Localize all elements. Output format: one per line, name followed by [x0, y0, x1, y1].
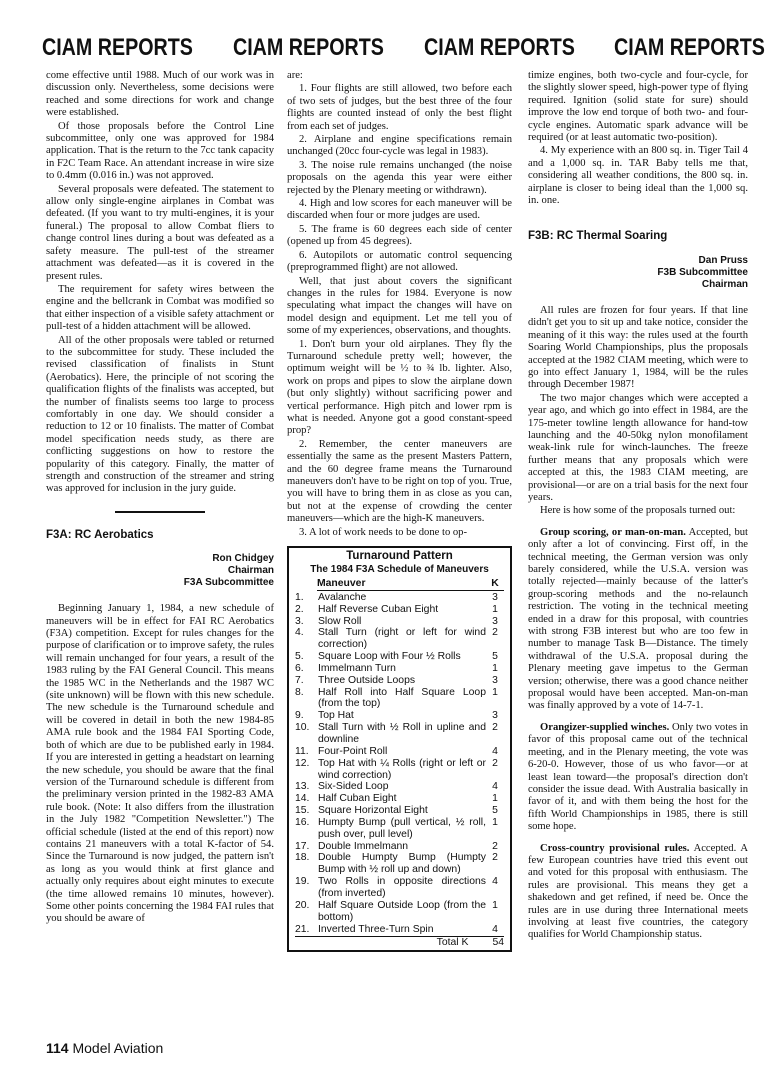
- row-number: 14.: [295, 793, 310, 805]
- paragraph: timize engines, both two-cycle and four-cycle, for the slightly slower speed, high-power type of flying required. Ignition (solid state for sure) should improve the low end torque of both two- and four-cycle engines. Automatic spark advance will be required (or at least automatic two-position).: [528, 70, 748, 144]
- row-maneuver: Inverted Three-Turn Spin: [318, 923, 434, 935]
- table-total: [295, 936, 504, 950]
- paragraph: come effective until 1988. Much of our work was in discussion only. Nevertheless, some decisions were reached and some directions for work and change were established.: [46, 70, 274, 119]
- table-row: [295, 900, 504, 924]
- paragraph: 2. Remember, the center maneuvers are essentially the same as the present Masters Pattern, and the 60 degree frame means the Turnaround maneuvers don't have to be right on top of you. True, you will have to bring them in as close as you can, but not at the expense of crowding the center maneuvers—which are the high-K maneuvers.: [287, 438, 512, 525]
- table-row: [295, 722, 504, 746]
- table-row: [295, 627, 504, 651]
- row-maneuver: Half Roll into Half Square Loop (from the top): [318, 686, 486, 710]
- paragraph: 4. High and low scores for each maneuver will be discarded when four or more judges are used.: [287, 198, 512, 222]
- row-k: 4: [492, 876, 498, 888]
- table-header: [317, 578, 504, 591]
- row-maneuver: Humpty Bump (pull vertical, ½ roll, push over, pull level): [318, 816, 486, 840]
- row-k: 4: [492, 745, 498, 757]
- row-maneuver: Four-Point Roll: [318, 745, 388, 757]
- row-maneuver: Square Horizontal Eight: [318, 805, 428, 817]
- table-row: [295, 852, 504, 876]
- row-number: 10.: [295, 722, 310, 734]
- table-row: [295, 817, 504, 841]
- total-value: 54: [492, 937, 504, 949]
- list-item: [528, 843, 748, 942]
- row-k: 3: [492, 710, 498, 722]
- row-k: 3: [492, 591, 498, 603]
- table-row: [295, 592, 504, 604]
- row-k: 2: [492, 722, 498, 734]
- header-title-4: CIAM REPORTS: [614, 34, 765, 61]
- paragraph: Beginning January 1, 1984, a new schedule of maneuvers will be in effect for FAI RC Aerobatics (F3A) competition. Except for rules changes for the purpose of clarification or to improve safety, the rules will remain unchanged for four years, a result of the 1983 ruling by the FAI General Council. This means the 1985 WC in the Netherlands and the 1987 WC (site unknown) will be flown with this new schedule. The new schedule is the Turnaround schedule and will be covered in detail in both the new 1984-85 AMA rule book and the 1984 FAI Sporting Code, both of which are due to be published early in 1984. If you are interested in getting a headstart on learning the new schedule, you should be aware that the final version of the Turnaround schedule is different from the preliminary version printed in the 1982-83 AMA rule book. (Note: It also differs from the illustration in the July 1982 "Competition Newsletter.") The official schedule (listed at the end of this report) now contains 21 maneuvers with a total K-factor of 54. Since the Turnaround is now judged, the pattern isn't as long as you would think at first glance and actually only requires about eight minutes to execute (the time allowed remains 10 minutes, however). Some other points concerning the 1984 FAI rules that you should be aware of: [46, 603, 274, 925]
- row-k: 1: [492, 603, 498, 615]
- total-label: Total K: [436, 937, 469, 949]
- page-footer: [46, 1040, 163, 1056]
- row-k: 1: [492, 899, 498, 911]
- row-k: 1: [492, 816, 498, 828]
- row-number: 6.: [295, 662, 304, 674]
- row-maneuver: Half Square Outside Loop (from the bottom): [318, 899, 486, 923]
- row-maneuver: Three Outside Loops: [318, 674, 416, 686]
- row-maneuver: Stall Turn (right or left for wind correction): [318, 627, 486, 651]
- item-lead: Group scoring, or man-on-man.: [540, 526, 686, 538]
- table-body: [295, 592, 504, 935]
- row-maneuver: Top Hat with ¼ Rolls (right or left or wind correction): [318, 757, 486, 781]
- list-item: [528, 722, 748, 834]
- magazine-name: Model Aviation: [72, 1040, 164, 1056]
- row-k: 2: [492, 627, 498, 639]
- byline-committee: F3B Subcommittee: [657, 266, 748, 278]
- row-maneuver: Slow Roll: [318, 615, 362, 627]
- maneuver-table: [287, 546, 512, 952]
- row-number: 17.: [295, 840, 310, 852]
- paragraph: 4. My experience with an 800 sq. in. Tiger Tail 4 and a 1,000 sq. in. TAR Baby tells me that, considering all weather conditions, the 800 sq. in. airplane is closer to being ideal than the 1,000 sq. in. one.: [528, 145, 748, 207]
- row-maneuver: Top Hat: [318, 710, 354, 722]
- page-number: 114: [46, 1040, 69, 1056]
- row-number: 8.: [295, 686, 304, 698]
- paragraph: Of those proposals before the Control Line subcommittee, only one was approved for 1984 application. That is the return to the 7cc tank capacity in F2C Team Race. An attendant increase in wire size to 0.4mm (0.016 in.) was not approved.: [46, 120, 274, 182]
- row-k: 5: [492, 805, 498, 817]
- paragraph: Well, that just about covers the significant changes in the rules for 1984. Everyone is now speculating what impact the changes will have on model design and equipment. Let me tell you of some of my experiences, observations, and thoughts.: [287, 275, 512, 337]
- table-row: [295, 710, 504, 722]
- row-number: 9.: [295, 710, 304, 722]
- table-row: [295, 841, 504, 853]
- byline-name: Dan Pruss: [698, 254, 748, 266]
- section-heading-f3b: F3B: RC Thermal Soaring: [528, 230, 668, 243]
- table-header-k: K: [491, 578, 499, 590]
- paragraph: The requirement for safety wires between the engine and the bellcrank in Combat was modified so that either inspection of a visible safety attachment or pull-test of a hidden attachment will be allowed.: [46, 283, 274, 333]
- header-title-3: CIAM REPORTS: [424, 34, 575, 61]
- row-k: 3: [492, 615, 498, 627]
- table-row: [295, 651, 504, 663]
- paragraph: Several proposals were defeated. The statement to allow only single-engine airplanes in Combat was defeated. (If you want to try multi-engines, it is your funeral.) The proposal to allow Combat fliers to change control lines during a bout was defeated as a safety measure. The pull-test of the streamer attachment was defeated—as it is covered in the present rules.: [46, 183, 274, 282]
- column-1: [46, 70, 274, 927]
- row-number: 12.: [295, 757, 310, 769]
- paragraph: 2. Airplane and engine specifications remain unchanged (20cc four-cycle was legal in 1983).: [287, 134, 512, 158]
- row-number: 16.: [295, 816, 310, 828]
- paragraph: 3. A lot of work needs to be done to op-: [299, 526, 468, 538]
- row-k: 4: [492, 923, 498, 935]
- section-heading-f3a: F3A: RC Aerobatics: [46, 528, 154, 541]
- table-row: [295, 805, 504, 817]
- row-maneuver: Double Immelmann: [318, 840, 409, 852]
- paragraph: are:: [287, 70, 303, 81]
- row-number: 13.: [295, 781, 310, 793]
- paragraph: 6. Autopilots or automatic control sequencing (preprogrammed flight) are not allowed.: [287, 249, 512, 274]
- table-row: [295, 687, 504, 711]
- row-number: 1.: [295, 591, 304, 603]
- row-k: 1: [492, 793, 498, 805]
- row-maneuver: Half Cuban Eight: [318, 793, 397, 805]
- header-title-1: CIAM REPORTS: [42, 34, 193, 61]
- row-number: 21.: [295, 923, 310, 935]
- row-k: 2: [492, 757, 498, 769]
- paragraph: All rules are frozen for four years. If that line didn't get you to sit up and take notice, consider the meaning of it this way: the rules used at the fourth Soaring World Championships, plus the proposals accepted at the 1982 CIAM meeting, which were to go into effect January 1, 1984, will be the rules through December 1987!: [528, 304, 748, 391]
- row-number: 19.: [295, 876, 310, 888]
- paragraph: 3. The noise rule remains unchanged (the noise proposals on the agenda this year were either rejected by the Plenary meeting or withdrawn).: [287, 159, 512, 196]
- column-3: [528, 70, 748, 943]
- table-row: [295, 758, 504, 782]
- row-number: 11.: [295, 745, 309, 757]
- table-title: Turnaround Pattern: [346, 550, 453, 563]
- table-row: [295, 924, 504, 936]
- row-number: 2.: [295, 603, 304, 615]
- byline-title: Chairman: [701, 278, 748, 290]
- table-row: [295, 675, 504, 687]
- row-maneuver: Stall Turn with ½ Roll in upline and downline: [318, 722, 486, 745]
- row-maneuver: Double Humpty Bump (Humpty Bump with ½ roll up and down): [318, 852, 486, 876]
- table-header-maneuver: Maneuver: [317, 578, 366, 590]
- item-text: Accepted, but only after a lot of convincing. First off, in the technical meeting, the German version was only barely considered, while the U.S.A. version was totally rejected—mainly because of the latter's group-scoring methods and the no-relaunch restriction. The voting in the technical meeting ended in a draw for this proposal, with countries with strong F3B interest but who are too few in number to manage Task B—Distance. The timely withdrawal of the U.S.A. proposal during the Plenary meeting gave impetus to the German version; otherwise, there was a good chance neither proposal would have been accepted. Man-on-man was finally approved by a vote of 14-7-1.: [528, 526, 748, 712]
- byline-committee: F3A Subcommittee: [183, 577, 274, 589]
- row-number: 3.: [295, 615, 304, 627]
- row-k: 1: [492, 686, 498, 698]
- paragraph: 5. The frame is 60 degrees each side of center (opened up from 45 degrees).: [287, 223, 512, 248]
- row-k: 2: [492, 840, 498, 852]
- table-row: [295, 746, 504, 758]
- table-row: [295, 604, 504, 616]
- row-number: 7.: [295, 674, 304, 686]
- header-title-2: CIAM REPORTS: [233, 34, 384, 61]
- row-number: 20.: [295, 899, 310, 911]
- row-maneuver: Avalanche: [318, 591, 367, 603]
- table-row: [295, 781, 504, 793]
- table-subtitle: The 1984 F3A Schedule of Maneuvers: [310, 564, 489, 576]
- row-number: 5.: [295, 651, 304, 663]
- row-number: 15.: [295, 805, 310, 817]
- item-lead: Orangizer-supplied winches.: [540, 721, 670, 733]
- item-text: Accepted. A few European countries have tried this event out and voted for this proposal with enthusiasm. The rules are provisional. This means they get a shakedown and get refined, if need be. Once the rules are in use during three International meets involving at least five countries, the category qualifies for World Championship status.: [528, 842, 749, 941]
- paragraph: The two major changes which were accepted a year ago, and which go into effect in 1984, are the 175-meter towline length allowance for hand-tow launching and the 40-50kg nylon monofilament weak-link rule for winch-launches. The freeze further means that any proposals which were accepted at this, the 1983 CIAM meeting, are provisional—or are on a trial basis for the next four years.: [528, 392, 748, 503]
- row-maneuver: Square Loop with Four ½ Rolls: [318, 651, 461, 663]
- row-maneuver: Immelmann Turn: [318, 662, 396, 674]
- paragraph: Here is how some of the proposals turned out:: [540, 505, 736, 517]
- table-row: [295, 793, 504, 805]
- paragraph: 1. Four flights are still allowed, two before each of two sets of judges, but the best three of the four flights are counted instead of only the best flight from each set of judges.: [287, 83, 512, 132]
- row-k: 2: [492, 852, 498, 864]
- table-row: [295, 663, 504, 675]
- item-text: Only two votes in favor of this proposal came out of the technical meeting, and in the Plenary meeting, the vote was 6-20-0. However, those of us who favor—or at least lean toward—the proposal's direction don't consider the issue dead. With Australia basically in favor of it, and with them being the host for the fifth World Championships in 1985, there is still some hope.: [528, 721, 748, 833]
- row-number: 18.: [295, 852, 310, 864]
- byline-title: Chairman: [227, 565, 274, 577]
- table-row: [295, 876, 504, 900]
- row-maneuver: Half Reverse Cuban Eight: [318, 603, 439, 615]
- row-k: 5: [492, 651, 498, 663]
- item-lead: Cross-country provisional rules.: [540, 842, 690, 854]
- row-k: 4: [492, 781, 498, 793]
- column-2: [287, 70, 512, 952]
- byline-name: Ron Chidgey: [212, 553, 274, 565]
- table-row: [295, 616, 504, 628]
- row-k: 3: [492, 674, 498, 686]
- row-maneuver: Two Rolls in opposite directions (from inverted): [318, 876, 486, 899]
- paragraph: 1. Don't burn your old airplanes. They fly the Turnaround schedule pretty well; however, the optimum weight will be ½ to ¾ lb. lighter. Also, work on props and pipes to slow the airplane down (but only slightly) without sacrificing power and vertical performance. High pitch and lower rpm is what is needed. Anyone got a good constant-speed prop?: [287, 338, 512, 437]
- row-maneuver: Six-Sided Loop: [318, 781, 389, 793]
- paragraph: All of the other proposals were tabled or returned to the subcommittee for study. These included the revised classification of finalists in Stunt (Aerobatics). Here, the principle of not scoring the qualification flights of the finalists was accepted, but the number of finalists seems too large to process comfortably in one day. We should consider a reduction to 12 or 10 finalists. The matter of Combat model specification needs study, as there are conflicting suggestions on how to restore the popularity of this category. Finally, the matter of strength and construction of the streamer and string was approved for inclusion in the jury guide.: [46, 334, 274, 495]
- row-k: 1: [492, 662, 498, 674]
- row-number: 4.: [295, 627, 304, 639]
- list-item: [528, 527, 748, 713]
